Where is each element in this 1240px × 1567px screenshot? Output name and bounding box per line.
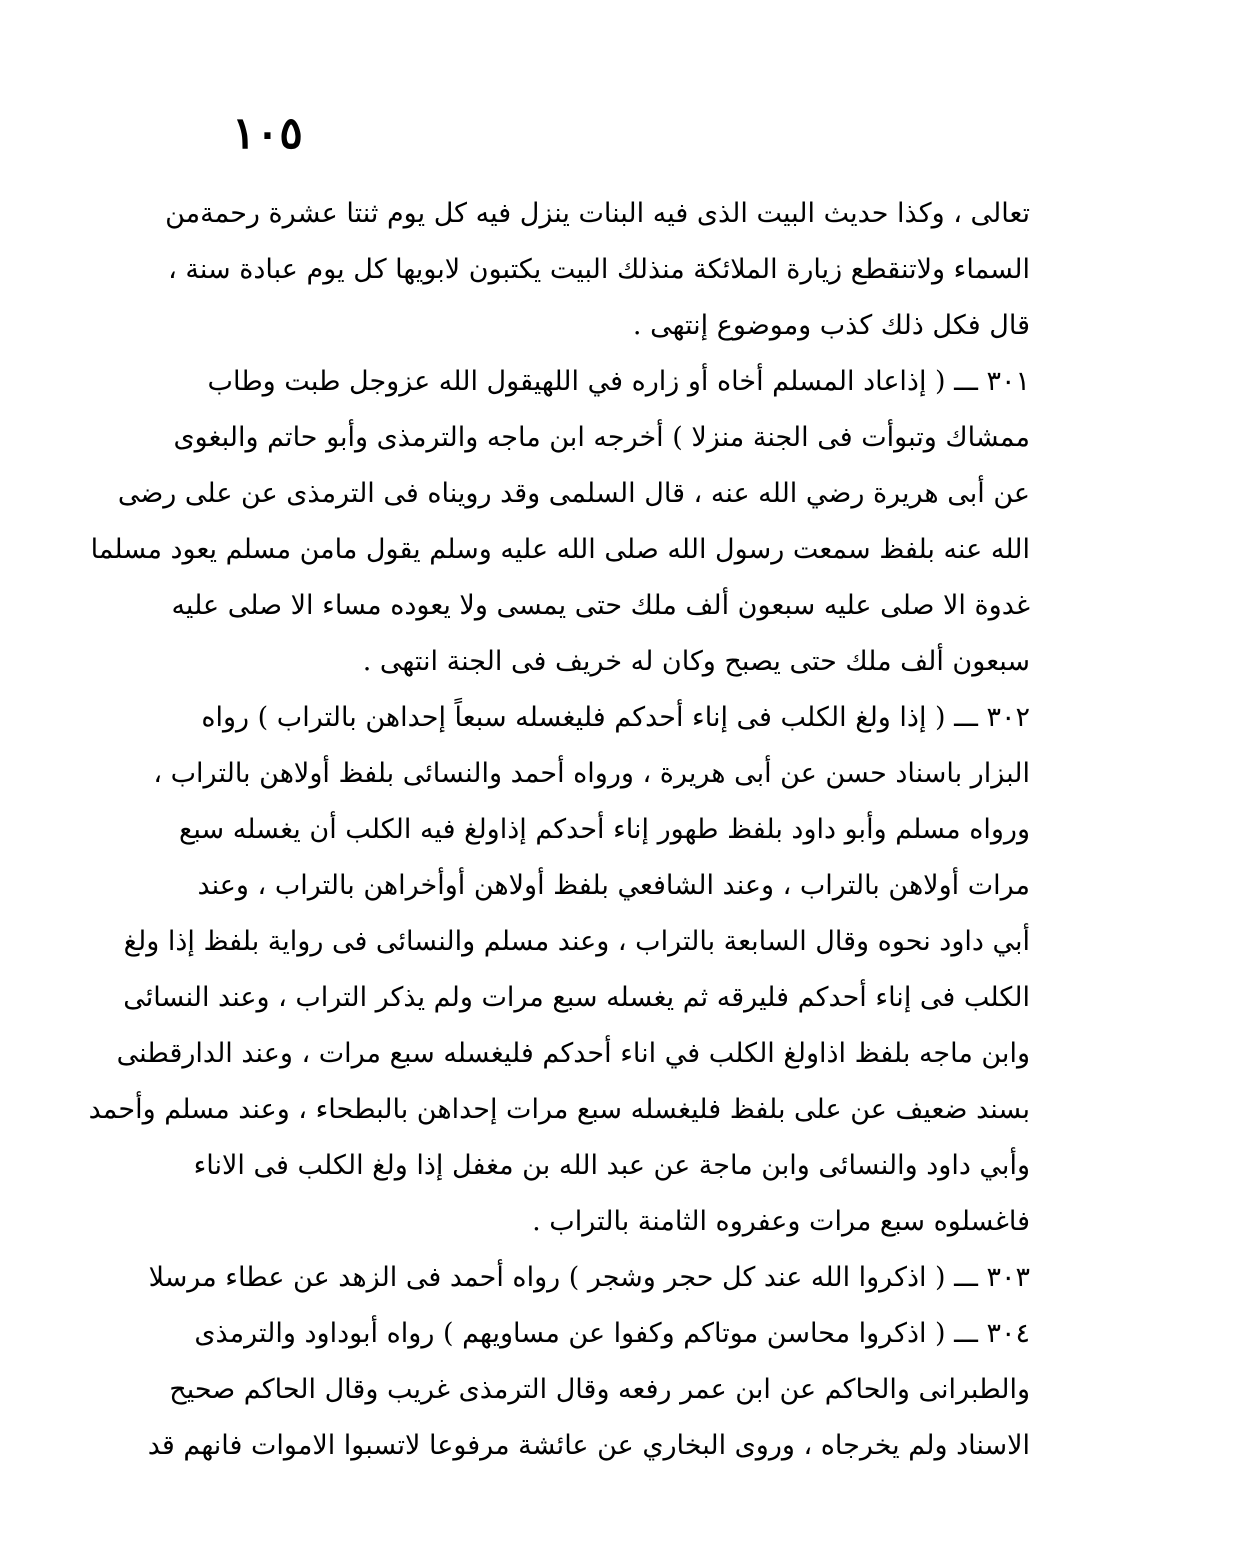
text-line: عن أبى هريرة رضي الله عنه ، قال السلمى وقد رويناه فى الترمذى عن على رضى: [117, 478, 1030, 509]
text-line: الله عنه بلفظ سمعت رسول الله صلى الله عليه وسلم يقول مامن مسلم يعود مسلما: [90, 534, 1030, 565]
text-line: ممشاك وتبوأت فى الجنة منزلا ) أخرجه ابن ماجه والترمذى وأبو حاتم والبغوى: [173, 422, 1030, 453]
text-line: تعالى ، وكذا حديث البيت الذى فيه البنات ينزل فيه كل يوم ثنتا عشرة رحمةمن: [165, 198, 1030, 229]
text-line: بسند ضعيف عن على بلفظ فليغسله سبع مرات إحداهن بالبطحاء ، وعند مسلم وأحمد: [88, 1094, 1030, 1125]
text-line: والطبرانى والحاكم عن ابن عمر رفعه وقال الترمذى غريب وقال الحاكم صحيح: [169, 1374, 1030, 1405]
text-line: الاسناد ولم يخرجاه ، وروى البخاري عن عائشة مرفوعا لاتسبوا الاموات فانهم قد: [147, 1430, 1030, 1461]
text-line: غدوة الا صلى عليه سبعون ألف ملك حتى يمسى ولا يعوده مساء الا صلى عليه: [171, 590, 1030, 621]
text-line: السماء ولاتنقطع زيارة الملائكة منذلك البيت يكتبون لابويها كل يوم عبادة سنة ،: [168, 254, 1030, 285]
text-line: الكلب فى إناء أحدكم فليرقه ثم يغسله سبع مرات ولم يذكر التراب ، وعند النسائى: [123, 982, 1030, 1013]
text-line: فاغسلوه سبع مرات وعفروه الثامنة بالتراب .: [532, 1206, 1030, 1237]
text-line: وأبي داود والنسائى وابن ماجة عن عبد الله بن مغفل إذا ولغ الكلب فى الاناء: [193, 1150, 1030, 1181]
text-line: أبي داود نحوه وقال السابعة بالتراب ، وعند مسلم والنسائى فى رواية بلفظ إذا ولغ: [123, 926, 1030, 957]
text-line: ٣٠٤ ـــ ( اذكروا محاسن موتاكم وكفوا عن مساويهم ) رواه أبوداود والترمذى: [194, 1318, 1030, 1349]
text-line: سبعون ألف ملك حتى يصبح وكان له خريف فى الجنة انتهى .: [362, 646, 1030, 677]
text-line: ٣٠٢ ـــ ( إذا ولغ الكلب فى إناء أحدكم فليغسله سبعاً إحداهن بالتراب ) رواه: [201, 702, 1030, 733]
text-line: قال فكل ذلك كذب وموضوع إنتهى .: [632, 310, 1030, 341]
text-line: ورواه مسلم وأبو داود بلفظ طهور إناء أحدكم إذاولغ فيه الكلب أن يغسله سبع: [179, 814, 1030, 845]
text-line: مرات أولاهن بالتراب ، وعند الشافعي بلفظ أولاهن أوأخراهن بالتراب ، وعند: [197, 870, 1030, 901]
text-line: ٣٠٣ ـــ ( اذكروا الله عند كل حجر وشجر ) رواه أحمد فى الزهد عن عطاء مرسلا: [148, 1262, 1030, 1293]
text-body: [88, 186, 1030, 1474]
text-line: وابن ماجه بلفظ اذاولغ الكلب في اناء أحدكم فليغسله سبع مرات ، وعند الدارقطنى: [116, 1038, 1030, 1069]
text-line: ٣٠١ ـــ ( إذاعاد المسلم أخاه أو زاره في اللهيقول الله عزوجل طبت وطاب: [207, 366, 1030, 397]
text-line: البزار باسناد حسن عن أبى هريرة ، ورواه أحمد والنسائى بلفظ أولاهن بالتراب ،: [153, 758, 1030, 789]
page-number: ١٠٥: [232, 108, 303, 159]
